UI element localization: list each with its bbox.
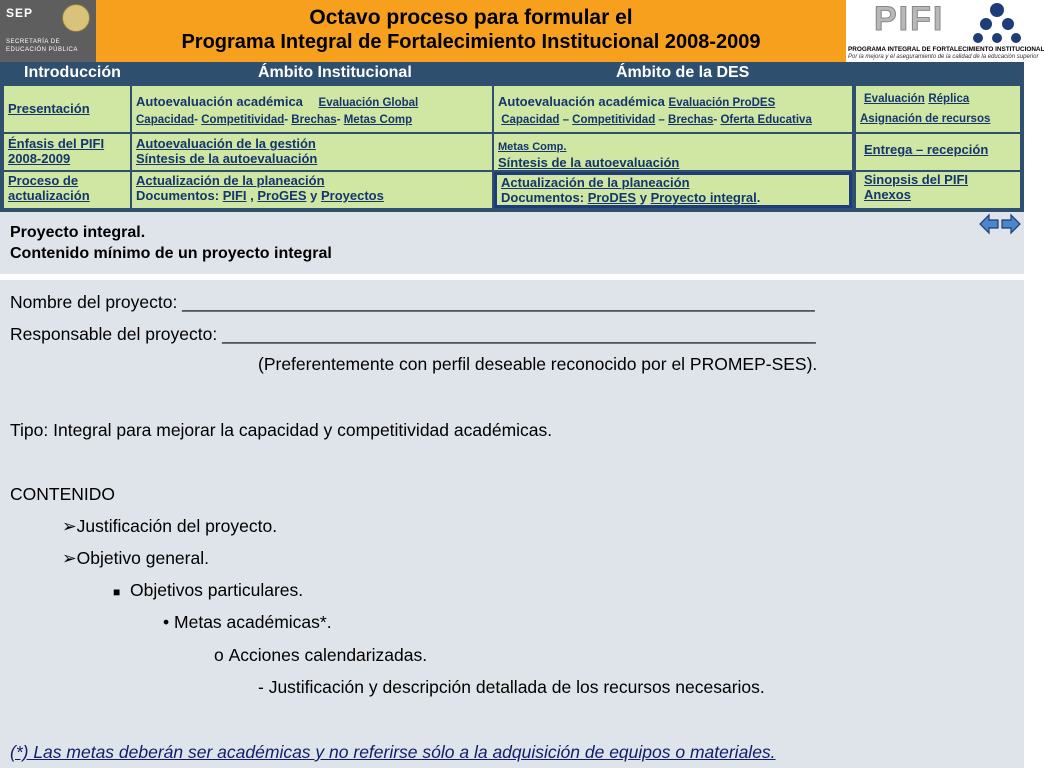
list-item (163, 611, 332, 633)
list-item (214, 644, 427, 666)
responsable-proyecto: Responsable del proyecto: _____________________________________________________________ (10, 324, 816, 344)
nav-inst-autoeval-gestion[interactable]: Autoevaluación de la gestión (136, 136, 316, 151)
nav-des-actualizacion[interactable]: Actualización de la planeación (501, 175, 690, 190)
nav-intro-header[interactable]: Introducción (24, 64, 121, 81)
nav-right-entrega-link[interactable]: Entrega – recepción (864, 142, 989, 157)
nav-inst-autoeval-label[interactable]: Autoevaluación académica (136, 94, 303, 109)
nav-inst-capacidad[interactable]: Capacidad (136, 114, 195, 126)
nav-inst-sintesis[interactable]: Síntesis de la autoevaluación (136, 151, 318, 166)
nav-des-prodes[interactable]: ProDES (587, 190, 637, 205)
acciones-text: Acciones calendarizadas. (228, 645, 428, 665)
nav-des-metas (494, 134, 852, 170)
circle-bullet-icon: o (214, 645, 224, 665)
nav-inst-autoeval: Autoevaluación académica Evaluación Global Capacidad- Competitividad- Brechas- Metas Comp (132, 86, 492, 132)
sep-logo (0, 0, 96, 62)
pifi-tagline: Por la mejora y el aseguramiento de la calidad de la educación superior (848, 54, 1039, 60)
nav-des-capacidad[interactable]: Capacidad (501, 114, 560, 126)
nav-item-enfasis[interactable] (4, 134, 130, 170)
nombre-proyecto: Nombre del proyecto: _________________________________________________________________ (10, 292, 815, 312)
sep-crest-icon (62, 4, 90, 32)
nav-right-sinopsis (856, 172, 1020, 208)
nav-inst-planeacion: Actualización de la planeación Documentos: PIFI , ProGES y Proyectos (132, 172, 492, 208)
nav-inst-eval-global[interactable]: Evaluación Global (318, 97, 419, 109)
list-item (113, 579, 303, 603)
arrow-bullet-icon: ➢ (62, 548, 77, 568)
pifi-dots-icon (972, 2, 1022, 46)
nav-des-autoeval-label[interactable]: Autoevaluación académica (498, 94, 665, 109)
nav-des-brechas[interactable]: Brechas (668, 114, 714, 126)
nav-strip (0, 62, 1024, 212)
list-item (62, 547, 209, 569)
pifi-word: PIFI (874, 0, 945, 38)
sep-secretaria-line1: SECRETARÍA DE (6, 39, 61, 45)
nav-des-autoeval: Autoevaluación académica Evaluación ProDES Capacidad – Competitividad – Brechas- Oferta Educativa (494, 86, 852, 132)
sep-label: SEP (6, 6, 34, 20)
nav-des-competitividad[interactable]: Competitividad (572, 114, 656, 126)
nav-des-documentos-label: Documentos: (501, 190, 585, 205)
nav-des-eval-prodes[interactable]: Evaluación ProDES (668, 97, 776, 109)
recursos-text: - Justificación y descripción detallada de los recursos necesarios. (258, 677, 765, 697)
objetivo-general-text: Objetivo general. (76, 548, 209, 568)
nav-inst-documentos-label: Documentos: (136, 188, 220, 203)
nav-ambito-institucional-header[interactable]: Ámbito Institucional (258, 64, 412, 81)
nav-des-proyecto-integral[interactable]: Proyecto integral (650, 190, 757, 205)
nav-inst-metas-comp[interactable]: Metas Comp (343, 114, 413, 126)
nav-inst-proyectos[interactable]: Proyectos (320, 188, 384, 203)
list-item (62, 515, 277, 537)
pifi-logo (846, 0, 1044, 62)
forward-arrow-icon[interactable] (1001, 213, 1021, 235)
section-title: Proyecto integral. (10, 224, 146, 241)
nav-right-entrega (856, 134, 1020, 170)
dot-bullet-icon: • (163, 612, 170, 632)
sep-secretaria-line2: EDUCACIÓN PÚBLICA (6, 47, 78, 53)
justificacion-text: Justificación del proyecto. (76, 516, 278, 536)
nav-des-oferta[interactable]: Oferta Educativa (720, 114, 812, 126)
page-title-line1: Octavo proceso para formular el (309, 6, 633, 29)
nav-des-planeacion-selected: Actualización de la planeación Documentos: ProDES y Proyecto integral. (494, 172, 852, 208)
nav-des-sintesis[interactable]: Síntesis de la autoevaluación (498, 155, 680, 170)
nav-right-replica[interactable]: Réplica (928, 93, 970, 105)
pifi-subtitle: PROGRAMA INTEGRAL DE FORTALECIMIENTO INSTITUCIONAL (848, 46, 1044, 53)
page-title-line2: Programa Integral de Fortalecimiento Institucional 2008-2009 (181, 31, 761, 53)
nav-right-evaluacion (856, 86, 1020, 132)
content-panel (0, 280, 1024, 768)
arrow-bullet-icon: ➢ (62, 516, 77, 536)
tipo-proyecto: Tipo: Integral para mejorar la capacidad y competitividad académicas. (10, 420, 553, 440)
nav-right-sinopsis-link[interactable]: Sinopsis del PIFI (864, 172, 969, 187)
section-title-panel (0, 212, 1024, 274)
title-bar (96, 0, 846, 62)
nav-inst-proges[interactable]: ProGES (257, 188, 307, 203)
nav-item-presentacion[interactable] (4, 86, 130, 132)
nav-inst-competitividad[interactable]: Competitividad (201, 114, 285, 126)
perfil-note: (Preferentemente con perfil deseable reconocido por el PROMEP-SES). (258, 354, 818, 374)
nav-des-y: y (639, 190, 647, 205)
nav-inst-pifi[interactable]: PIFI (222, 188, 247, 203)
nav-inst-y: y (310, 188, 318, 203)
nav-inst-brechas[interactable]: Brechas (291, 114, 337, 126)
footnote: (*) Las metas deberán ser académicas y no referirse sólo a la adquisición de equipos o materiales. (10, 742, 776, 762)
square-bullet-icon: ■ (113, 585, 121, 599)
nav-ambito-des-header[interactable]: Ámbito de la DES (616, 64, 750, 81)
nav-inst-actualizacion[interactable]: Actualización de la planeación (136, 173, 325, 188)
nav-right-evaluacion-link[interactable]: Evaluación (864, 93, 925, 105)
objetivos-particulares-text: Objetivos particulares. (129, 580, 304, 600)
nav-right-anexos[interactable]: Anexos (864, 187, 911, 202)
nav-inst-gestion (132, 134, 492, 170)
section-subtitle: Contenido mínimo de un proyecto integral (10, 245, 332, 262)
nav-item-proceso[interactable] (4, 172, 130, 208)
nav-link-presentacion[interactable]: Presentación (8, 101, 90, 116)
nav-link-enfasis[interactable]: Énfasis del PIFI 2008-2009 (8, 136, 105, 166)
metas-text: Metas académicas*. (174, 612, 332, 632)
nav-link-proceso[interactable]: Proceso de actualización (8, 173, 90, 203)
nav-des-metas-comp[interactable]: Metas Comp. (498, 141, 567, 153)
back-arrow-icon[interactable] (979, 213, 999, 235)
nav-right-asignacion[interactable]: Asignación de recursos (860, 113, 991, 125)
contenido-heading: CONTENIDO (10, 484, 115, 504)
